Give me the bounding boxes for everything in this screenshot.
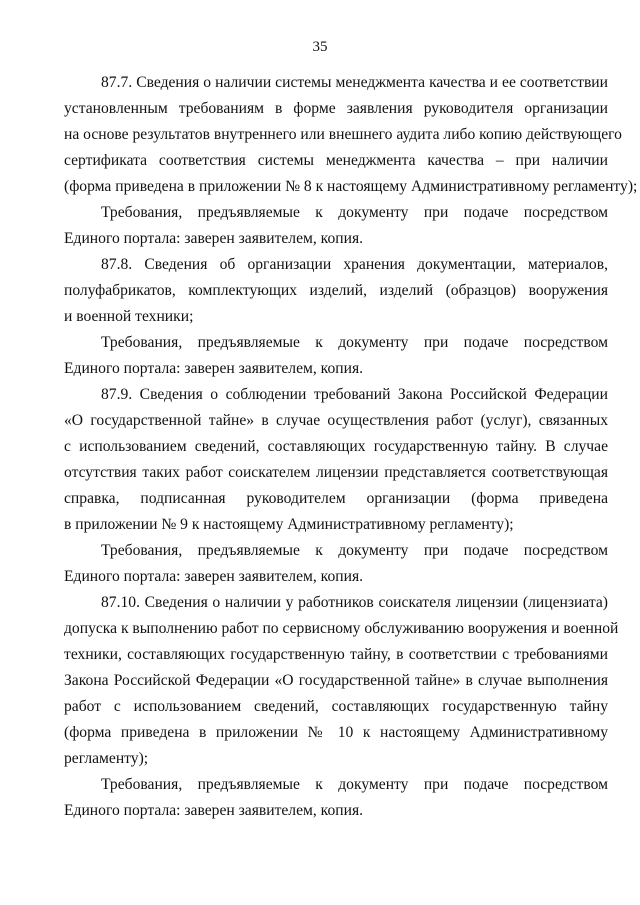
paragraph-line: Требования, предъявляемые к документу при подаче посредством	[101, 334, 608, 351]
paragraph-line: Единого портала: заверен заявителем, копия.	[64, 360, 364, 377]
requirements-paragraph	[64, 200, 608, 252]
requirements-paragraph	[64, 330, 608, 382]
paragraph-line: техники, составляющих государственную тайну, в соответствии с требованиями	[64, 646, 608, 663]
paragraph-87-10	[64, 590, 619, 772]
paragraph-line: полуфабрикатов, комплектующих изделий, изделий (образцов) вооружения	[64, 282, 608, 299]
paragraph-line: 87.7. Сведения о наличии системы менеджмента качества и ее соответствии	[101, 74, 608, 91]
paragraph-87-9	[64, 382, 608, 538]
paragraph-line: на основе результатов внутреннего или внешнего аудита либо копию действующего	[64, 126, 622, 143]
paragraph-line: Единого портала: заверен заявителем, копия.	[64, 230, 364, 247]
paragraph-line: 87.8. Сведения об организации хранения документации, материалов,	[101, 256, 608, 273]
requirements-paragraph	[64, 538, 608, 590]
paragraph-line: Требования, предъявляемые к документу при подаче посредством	[101, 204, 608, 221]
paragraph-line: с использованием сведений, составляющих государственную тайну. В случае	[64, 438, 608, 455]
paragraph-line: сертификата соответствия системы менеджмента качества – при наличии	[64, 152, 608, 169]
paragraph-line: регламенту);	[64, 750, 149, 767]
paragraph-line: 87.10. Сведения о наличии у работников соискателя лицензии (лицензиата)	[101, 594, 608, 611]
paragraph-line: Единого портала: заверен заявителем, копия.	[64, 802, 364, 819]
document-body	[64, 70, 638, 824]
paragraph-line: «О государственной тайне» в случае осуществления работ (услуг), связанных	[64, 412, 608, 429]
paragraph-line: Закона Российской Федерации «О государственной тайне» в случае выполнения	[64, 672, 608, 689]
paragraph-line: (форма приведена в приложении № 8 к настоящему Административному регламенту);	[64, 178, 638, 195]
paragraph-line: справка, подписанная руководителем организации (форма приведена	[64, 490, 608, 507]
paragraph-line: допуска к выполнению работ по сервисному обслуживанию вооружения и военной	[64, 620, 619, 637]
paragraph-line: (форма приведена в приложении № 10 к настоящему Административному	[64, 724, 608, 741]
requirements-paragraph	[64, 772, 608, 824]
paragraph-line: Единого портала: заверен заявителем, копия.	[64, 568, 364, 585]
page-number: 35	[312, 39, 328, 55]
paragraph-87-8	[64, 252, 608, 330]
paragraph-line: работ с использованием сведений, составляющих государственную тайну	[64, 698, 608, 715]
paragraph-line: в приложении № 9 к настоящему Административному регламенту);	[64, 516, 514, 533]
paragraph-line: установленным требованиям в форме заявления руководителя организации	[64, 100, 608, 117]
paragraph-line: отсутствия таких работ соискателем лицензии представляется соответствующая	[64, 464, 608, 481]
paragraph-line: и военной техники;	[64, 308, 194, 325]
paragraph-87-7	[64, 70, 638, 200]
paragraph-line: 87.9. Сведения о соблюдении требований Закона Российской Федерации	[101, 386, 608, 403]
paragraph-line: Требования, предъявляемые к документу при подаче посредством	[101, 776, 608, 793]
paragraph-line: Требования, предъявляемые к документу при подаче посредством	[101, 542, 608, 559]
